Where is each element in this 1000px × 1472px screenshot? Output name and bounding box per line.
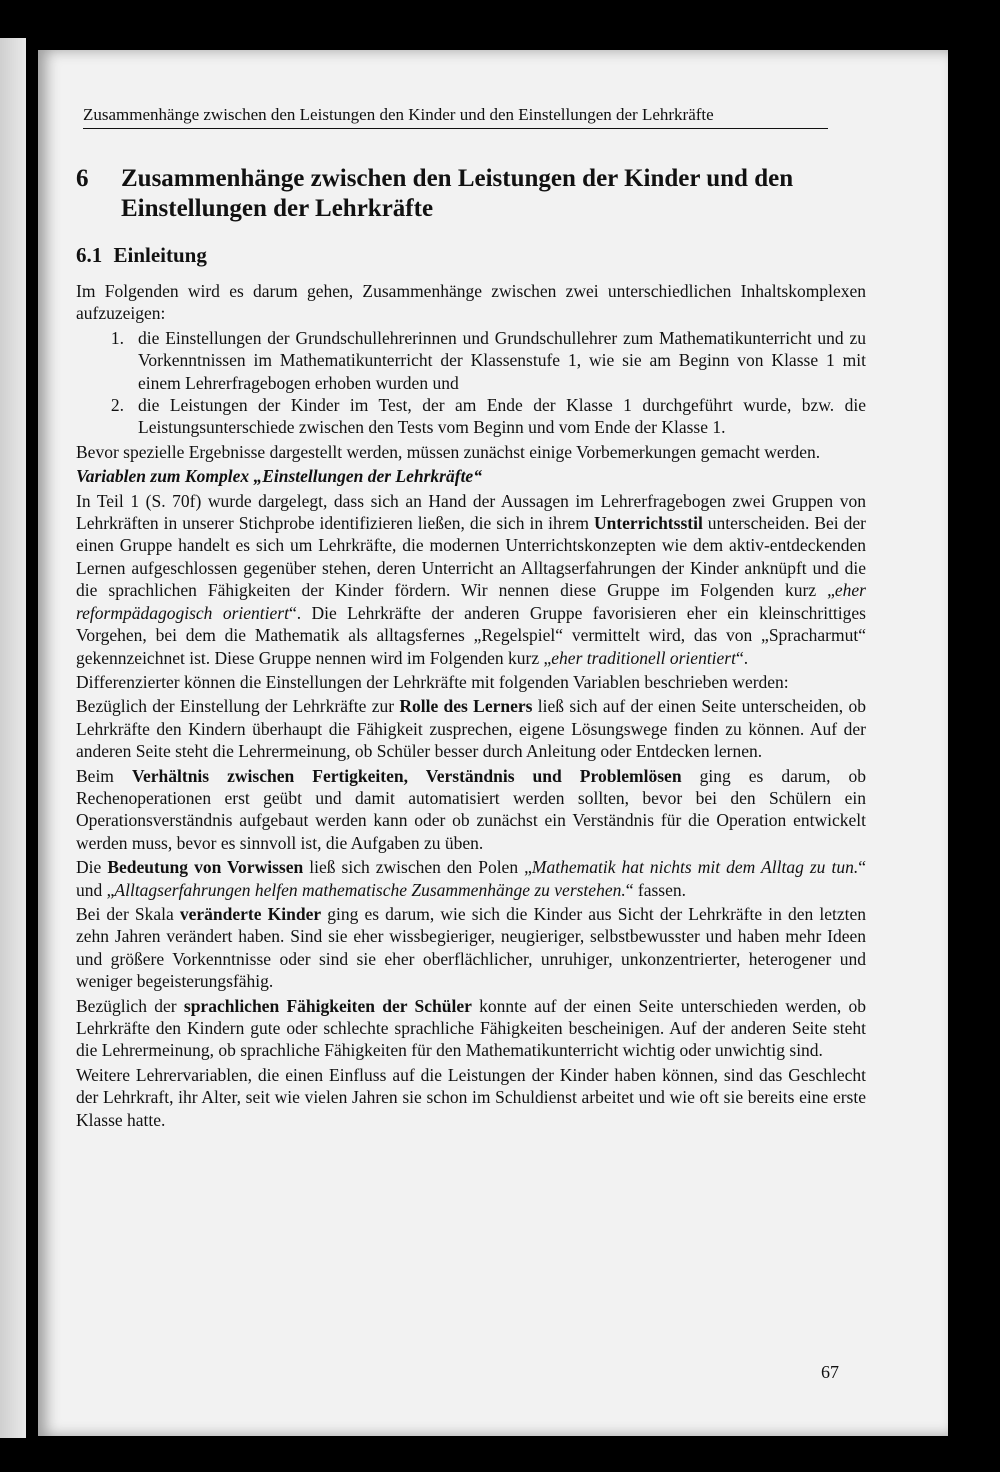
chapter-title: Zusammenhänge zwischen den Leistungen der Kinder und den Einstellungen der Lehrkräfte: [121, 165, 794, 222]
term-skills-understanding: Verhältnis zwischen Fertigkeiten, Verständnis und Problemlösen: [131, 765, 682, 786]
text-run: ging es darum, ob Rechenoperationen erst geübt und damit automatisiert werden sollten, bevor bei den Schülern ein Operationsverständnis aufgebaut werden kann oder ob zunächst ein Verständnis für die Operation entwickelt werden muss, bevor es sinnvoll ist, die Aufgaben zu üben.: [76, 765, 866, 853]
section-title: Einleitung: [113, 243, 207, 267]
text-run: “ fassen.: [625, 879, 686, 900]
section-number: 6.1: [76, 243, 103, 267]
text-run: Die: [76, 857, 108, 878]
text-run: ließ sich auf der einen Seite unterscheiden, ob Lehrkräfte den Kindern überhaupt die Fähigkeit zusprechen, eigene Lösungswege finden zu können. Auf der anderen Seite steht die Lehrermeinung, ob Schüler besser durch Anleitung oder Entdecken lernen.: [76, 696, 866, 762]
paragraph-skills-understanding: [76, 765, 866, 855]
preliminary-remarks-paragraph: Bevor spezielle Ergebnisse dargestellt werden, müssen zunächst einige Vorbemerkungen gemacht werden.: [76, 441, 821, 462]
body-text: [76, 280, 866, 1133]
book-page: [38, 50, 948, 1436]
quote-pole-1: Mathematik hat nichts mit dem Alltag zu tun.: [531, 857, 859, 878]
chapter-heading: [76, 164, 866, 224]
list-item-number: 1.: [110, 327, 124, 348]
running-head: Zusammenhänge zwischen den Leistungen den Kinder und den Einstellungen der Lehrkräfte: [83, 104, 828, 129]
section-heading: [76, 242, 207, 268]
paragraph-changed-children: [76, 903, 866, 993]
term-role-of-learner: Rolle des Lerners: [399, 696, 533, 717]
facing-page-edge: [0, 38, 26, 1438]
quote-pole-2: Alltagserfahrungen helfen mathematische Zusammenhänge zu verstehen.: [114, 879, 626, 900]
text-run: ging es darum, wie sich die Kinder aus Sicht der Lehrkräfte in den letzten zehn Jahren verändert haben. Sind sie eher wissbegieriger, neugieriger, selbstbewusster und haben mehr Ideen und größere Vorkenntnisse oder sind sie eher oberflächlicher, unruhiger, unkonzentrierter, heterogener und weniger begeisterungsfähig.: [76, 903, 866, 992]
text-run: Beim: [76, 765, 132, 786]
paragraph-teaching-style: [76, 490, 866, 669]
text-run: ließ sich zwischen den Polen „: [303, 857, 532, 878]
paragraph-variables-intro: Differenzierter können die Einstellungen der Lehrkräfte mit folgenden Variablen beschrieben werden:: [76, 671, 789, 692]
term-changed-children: veränderte Kinder: [179, 903, 322, 924]
term-teaching-style: Unterrichtsstil: [593, 513, 703, 534]
paragraph-prior-knowledge: [76, 856, 866, 901]
list-item-text: die Leistungen der Kinder im Test, der am Ende der Klasse 1 durchgeführt wurde, bzw. die Leistungsunterschiede zwischen den Tests vom Beginn und vom Ende der Klasse 1.: [138, 395, 866, 438]
list-item: [76, 394, 866, 439]
page-number: 67: [821, 1362, 839, 1382]
chapter-number: 6: [76, 165, 89, 192]
term-reform-oriented: eher reformpädagogisch orientiert: [76, 580, 866, 623]
subheading-variables: Variablen zum Komplex „Einstellungen der Lehrkräfte“: [76, 466, 482, 487]
intro-paragraph: Im Folgenden wird es darum gehen, Zusammenhänge zwischen zwei unterschiedlichen Inhaltskomplexen aufzuzeigen:: [76, 281, 866, 324]
text-run: “.: [735, 647, 749, 668]
text-run: konnte auf der einen Seite unterschieden werden, ob Lehrkräfte den Kindern gute oder schlechte sprachliche Fähigkeiten bescheinigen. Auf der anderen Seite steht die Lehrermeinung, ob sprachliche Fähigkeiten für den Mathematikunterricht wichtig oder unwichtig sind.: [76, 995, 866, 1061]
term-language-skills: sprachlichen Fähigkeiten der Schüler: [183, 995, 472, 1016]
term-prior-knowledge: Bedeutung von Vorwissen: [107, 857, 304, 878]
paragraph-further-variables: Weitere Lehrervariablen, die einen Einfluss auf die Leistungen der Kinder haben können, sind das Geschlecht der Lehrkraft, ihr Alter, seit wie vielen Jahren sie schon im Schuldienst arbeitet und wie oft sie bereits eine erste Klasse hatte.: [76, 1064, 866, 1130]
list-item: [76, 327, 866, 394]
text-run: unterscheiden. Bei der einen Gruppe handelt es sich um Lehrkräfte, die modernen Unterrichtskonzepten wie dem aktiv-entdeckenden Lernen aufgeschlossen gegenüber stehen, deren Unterricht an Alltagserfahrungen der Kinder anknüpft und die die sprachlichen Fähigkeiten der Kinder fördern. Wir nennen diese Gruppe im Folgenden kurz „: [76, 513, 867, 601]
text-run: In Teil 1 (S. 70f) wurde dargelegt, dass sich an Hand der Aussagen im Lehrerfragebogen zwei Gruppen von Lehrkräften in unserer Stichprobe identifizieren ließen, die sich in ihrem: [76, 490, 866, 534]
text-run: “ und „: [76, 857, 866, 900]
text-run: Bezüglich der Einstellung der Lehrkräfte zur: [76, 696, 400, 717]
list-item-text: die Einstellungen der Grundschullehrerinnen und Grundschullehrer zum Mathematikunterricht und zu Vorkenntnissen im Mathematikunterricht der Klassenstufe 1, wie sie am Beginn von Klasse 1 mit einem Lehrerfragebogen erhoben wurden und: [138, 327, 866, 393]
text-run: Bezüglich der: [76, 995, 184, 1016]
text-run: “. Die Lehrkräfte der anderen Gruppe favorisieren eher ein kleinschrittiges Vorgehen, bei dem die Mathematik als alltagsfernes „Regelspiel“ vermittelt wird, das von „Spracharmut“ gekennzeichnet ist. Diese Gruppe nennen wird im Folgenden kurz „: [76, 602, 866, 668]
numbered-list: [76, 327, 866, 439]
term-traditional-oriented: eher traditionell orientiert: [551, 647, 736, 668]
text-run: Bei der Skala: [76, 903, 180, 924]
paragraph-role-of-learner: [76, 695, 866, 762]
paragraph-language-skills: [76, 995, 866, 1062]
list-item-number: 2.: [110, 395, 124, 416]
